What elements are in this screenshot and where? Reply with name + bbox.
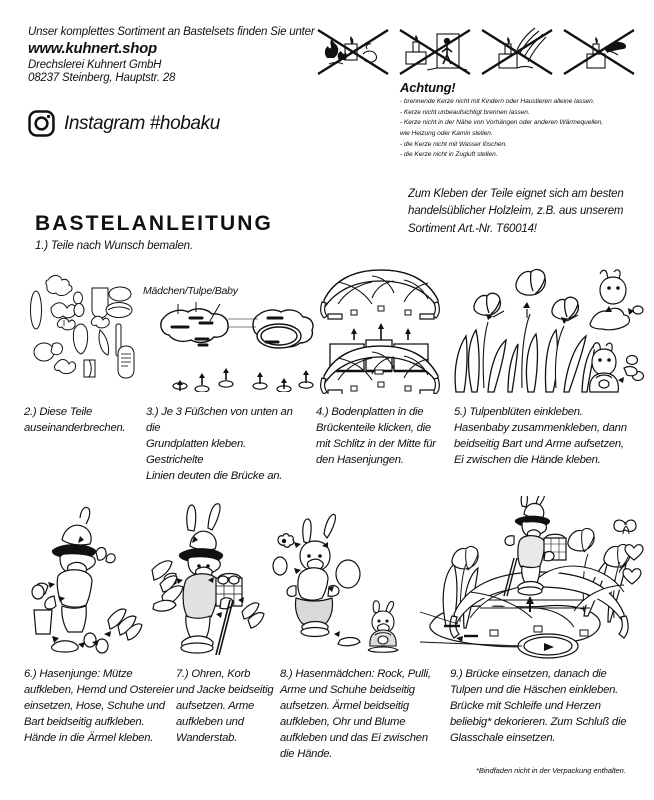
no-water-extinguish-icon: [561, 24, 637, 79]
warning-list: [400, 97, 652, 161]
step-8-caption: 8.) Hasenmädchen: Rock, Pulli, Arme und Schuhe beidseitig aufsetzen. Ärmel beidseitig aufkleben, Ohr und Blume aufkleben und das Ei zwischen die Hände.: [280, 668, 431, 761]
glue-recommendation-note: [408, 186, 654, 238]
header-company-name: Drechslerei Kuhnert GmbH: [28, 59, 162, 71]
step-3-caption: 3.) Je 3 Füßchen von unten an die Grundplatten kleben. Gestrichelte Linien deuten die Brücke an.: [146, 406, 293, 483]
illustration-base-plates-with-feet: [150, 296, 320, 392]
step-7-caption: 7.) Ohren, Korb und Jacke beidseitig aufsetzen. Arme aufkleben und Wanderstab.: [176, 668, 274, 745]
step-6-caption: 6.) Hasenjunge: Mütze aufkleben, Hemd und Ostereier einsetzen, Hose, Schuhe und Bart beidseitig aufkleben. Hände in die Ärmel kleben.: [24, 668, 174, 745]
warning-item: - die Kerze nicht mit Wasser löschen.: [400, 140, 507, 148]
illustration-tulips-and-baby-bunny: [452, 268, 648, 394]
header-website[interactable]: www.kuhnert.shop: [28, 40, 157, 57]
warning-item: - Kerze nicht unbeaufsichtigt brennen lassen.: [400, 108, 530, 116]
header-tagline: Unser komplettes Sortiment an Bastelsets finden Sie unter: [28, 26, 315, 38]
step-5-caption: 5.) Tulpenblüten einkleben. Hasenbaby zusammenkleben, dann beidseitig Bart und Arme aufsetzen, Ei zwischen die Hände kleben.: [454, 406, 627, 467]
company-header: [28, 26, 328, 84]
no-unattended-candle-icon: [397, 24, 473, 79]
no-flammable-objects-icon: [315, 24, 391, 79]
warning-item: - die Kerze nicht in Zugluft stellen.: [400, 151, 498, 159]
page-title: BASTELANLEITUNG: [35, 212, 273, 235]
glue-note-line: handelsüblicher Holzleim, z.B. aus unserem: [408, 205, 624, 218]
warning-text-block: [400, 80, 652, 161]
instagram-handle: Instagram #hobaku: [64, 112, 220, 134]
warning-icon-row: [315, 24, 645, 79]
warning-item: wie Heizung oder Kamin stellen.: [400, 130, 493, 138]
illustration-baby-bunny-small: [358, 600, 410, 654]
no-candle-near-curtains-icon: [479, 24, 555, 79]
header-address: 08237 Steinberg, Hauptstr. 28: [28, 72, 176, 84]
footnote: *Bindfaden nicht in der Verpackung enthalten.: [476, 766, 626, 775]
instagram-icon: [28, 110, 55, 137]
illustration-final-scene-bridge: [418, 496, 654, 662]
glue-note-line: Sortiment Art.-Nr. T60014!: [408, 222, 537, 235]
illustration-label-base-plate: Mädchen/Tulpe/Baby: [143, 285, 238, 297]
illustration-boy-bunny-exploded: [22, 500, 152, 655]
warning-item: - brennende Kerze nicht mit Kindern oder Haustieren alleine lassen.: [400, 98, 595, 105]
warning-item: - Kerze nicht in der Nähe von Vorhängen oder anderen Wärmequellen,: [400, 119, 604, 127]
illustration-bridge-assembly: [318, 266, 444, 394]
illustration-loose-parts-sheet: [22, 268, 144, 388]
step-2-caption: 2.) Diese Teile auseinanderbrechen.: [24, 406, 126, 435]
illustration-boy-bunny-assembled: [146, 500, 272, 655]
instagram-block[interactable]: [28, 110, 220, 137]
warning-title: Achtung!: [400, 80, 456, 95]
glue-note-line: Zum Kleben der Teile eignet sich am besten: [408, 188, 624, 200]
step-4-caption: 4.) Bodenplatten in die Brückenteile klicken, die mit Schlitz in der Mitte für den Hasenjungen.: [316, 406, 436, 467]
step-9-caption: 9.) Brücke einsetzen, danach die Tulpen und die Häschen einkleben. Brücke mit Schleife und Herzen beliebig* dekorieren. Zum Schluß die Glasschale einsetzen.: [450, 668, 627, 745]
step-1-caption: 1.) Teile nach Wunsch bemalen.: [35, 240, 193, 252]
